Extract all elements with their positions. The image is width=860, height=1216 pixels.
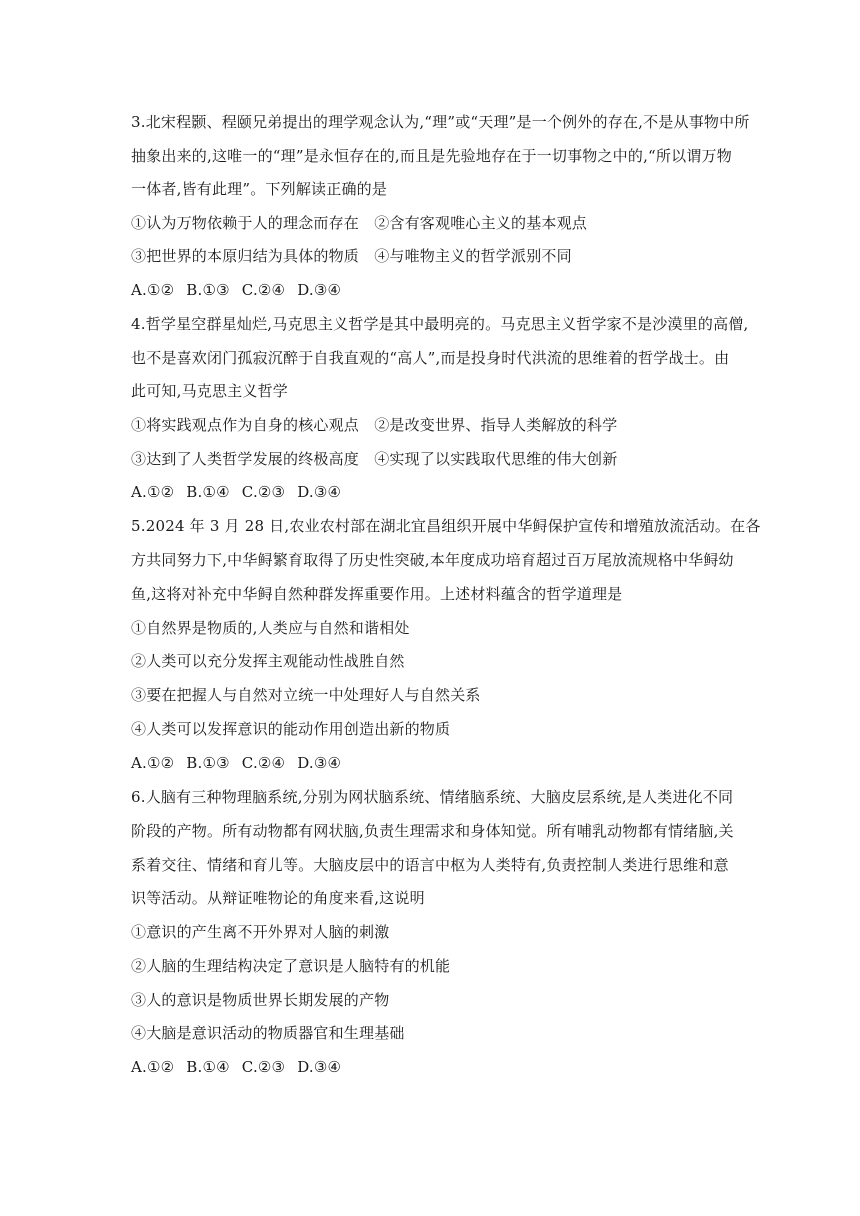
option-c: C.②④ xyxy=(241,754,286,772)
option-a: A.①② xyxy=(131,483,175,501)
question-5-stem-line-2: 方共同努力下,中华鲟繁育取得了历史性突破,本年度成功培育超过百万尾放流规格中华鲟幼 xyxy=(131,551,734,569)
question-5-statement-3: ③要在把握人与自然对立统一中处理好人与自然关系 xyxy=(131,686,481,704)
question-4-statement-line-2: ③达到了人类哲学发展的终极高度 ④实现了以实践取代思维的伟大创新 xyxy=(131,450,618,468)
question-4-stem-line-2: 也不是喜欢闭门孤寂沉醉于自我直观的“高人”,而是投身时代洪流的思维着的哲学战士。由 xyxy=(131,349,730,367)
question-6-stem-line-3: 系着交往、情绪和育儿等。大脑皮层中的语言中枢为人类特有,负责控制人类进行思维和意 xyxy=(131,856,729,874)
option-b: B.①④ xyxy=(186,1058,230,1076)
option-a: A.①② xyxy=(131,281,175,299)
question-6-options xyxy=(131,1057,353,1077)
question-5-stem-line-1: 5.2024 年 3 月 28 日,农业农村部在湖北宜昌组织开展中华鲟保护宣传和增殖放流活动。在各 xyxy=(131,517,761,535)
question-3-stem-line-2: 抽象出来的,这唯一的“理”是永恒存在的,而且是先验地存在于一切事物之中的,“所以谓万物 xyxy=(131,147,732,165)
question-5-stem-line-3: 鱼,这将对补充中华鲟自然种群发挥重要作用。上述材料蕴含的哲学道理是 xyxy=(131,585,623,603)
option-b: B.①③ xyxy=(186,281,230,299)
question-3-stem-line-1: 3.北宋程颢、程颐兄弟提出的理学观念认为,“理”或“天理”是一个例外的存在,不是从事物中所 xyxy=(131,113,750,131)
question-4-stem-line-3: 此可知,马克思主义哲学 xyxy=(131,382,288,400)
question-5-statement-1: ①自然界是物质的,人类应与自然和谐相处 xyxy=(131,619,410,637)
question-5-statement-4: ④人类可以发挥意识的能动作用创造出新的物质 xyxy=(131,720,451,738)
option-d: D.③④ xyxy=(297,483,342,501)
question-6-stem-line-4: 识等活动。从辩证唯物论的角度来看,这说明 xyxy=(131,889,425,907)
option-d: D.③④ xyxy=(297,754,342,772)
option-a: A.①② xyxy=(131,1058,175,1076)
question-6-stem-line-2: 阶段的产物。所有动物都有网状脑,负责生理需求和身体知觉。所有哺乳动物都有情绪脑,关 xyxy=(131,822,734,840)
question-4-statement-line-1: ①将实践观点作为自身的核心观点 ②是改变世界、指导人类解放的科学 xyxy=(131,416,618,434)
question-6-statement-2: ②人脑的生理结构决定了意识是人脑特有的机能 xyxy=(131,957,451,975)
option-d: D.③④ xyxy=(297,281,342,299)
question-6-statement-4: ④大脑是意识活动的物质器官和生理基础 xyxy=(131,1024,405,1042)
question-3-statement-line-1: ①认为万物依赖于人的理念而存在 ②含有客观唯心主义的基本观点 xyxy=(131,214,588,232)
question-3-statement-line-2: ③把世界的本原归结为具体的物质 ④与唯物主义的哲学派别不同 xyxy=(131,247,572,265)
question-6-statement-1: ①意识的产生离不开外界对人脑的刺激 xyxy=(131,923,390,941)
question-6-stem-line-1: 6.人脑有三种物理脑系统,分别为网状脑系统、情绪脑系统、大脑皮层系统,是人类进化不同 xyxy=(131,788,734,806)
question-6-statement-3: ③人的意识是物质世界长期发展的产物 xyxy=(131,991,390,1009)
question-5-options xyxy=(131,753,353,773)
option-d: D.③④ xyxy=(297,1058,342,1076)
option-c: C.②③ xyxy=(241,483,286,501)
option-a: A.①② xyxy=(131,754,175,772)
option-b: B.①④ xyxy=(186,483,230,501)
question-5-statement-2: ②人类可以充分发挥主观能动性战胜自然 xyxy=(131,652,405,670)
option-b: B.①③ xyxy=(186,754,230,772)
question-4-stem-line-1: 4.哲学星空群星灿烂,马克思主义哲学是其中最明亮的。马克思主义哲学家不是沙漠里的高僧, xyxy=(131,315,749,333)
question-3-options xyxy=(131,280,353,300)
option-c: C.②③ xyxy=(241,1058,286,1076)
question-3-stem-line-3: 一体者,皆有此理”。下列解读正确的是 xyxy=(131,180,388,198)
question-4-options xyxy=(131,482,353,502)
option-c: C.②④ xyxy=(241,281,286,299)
